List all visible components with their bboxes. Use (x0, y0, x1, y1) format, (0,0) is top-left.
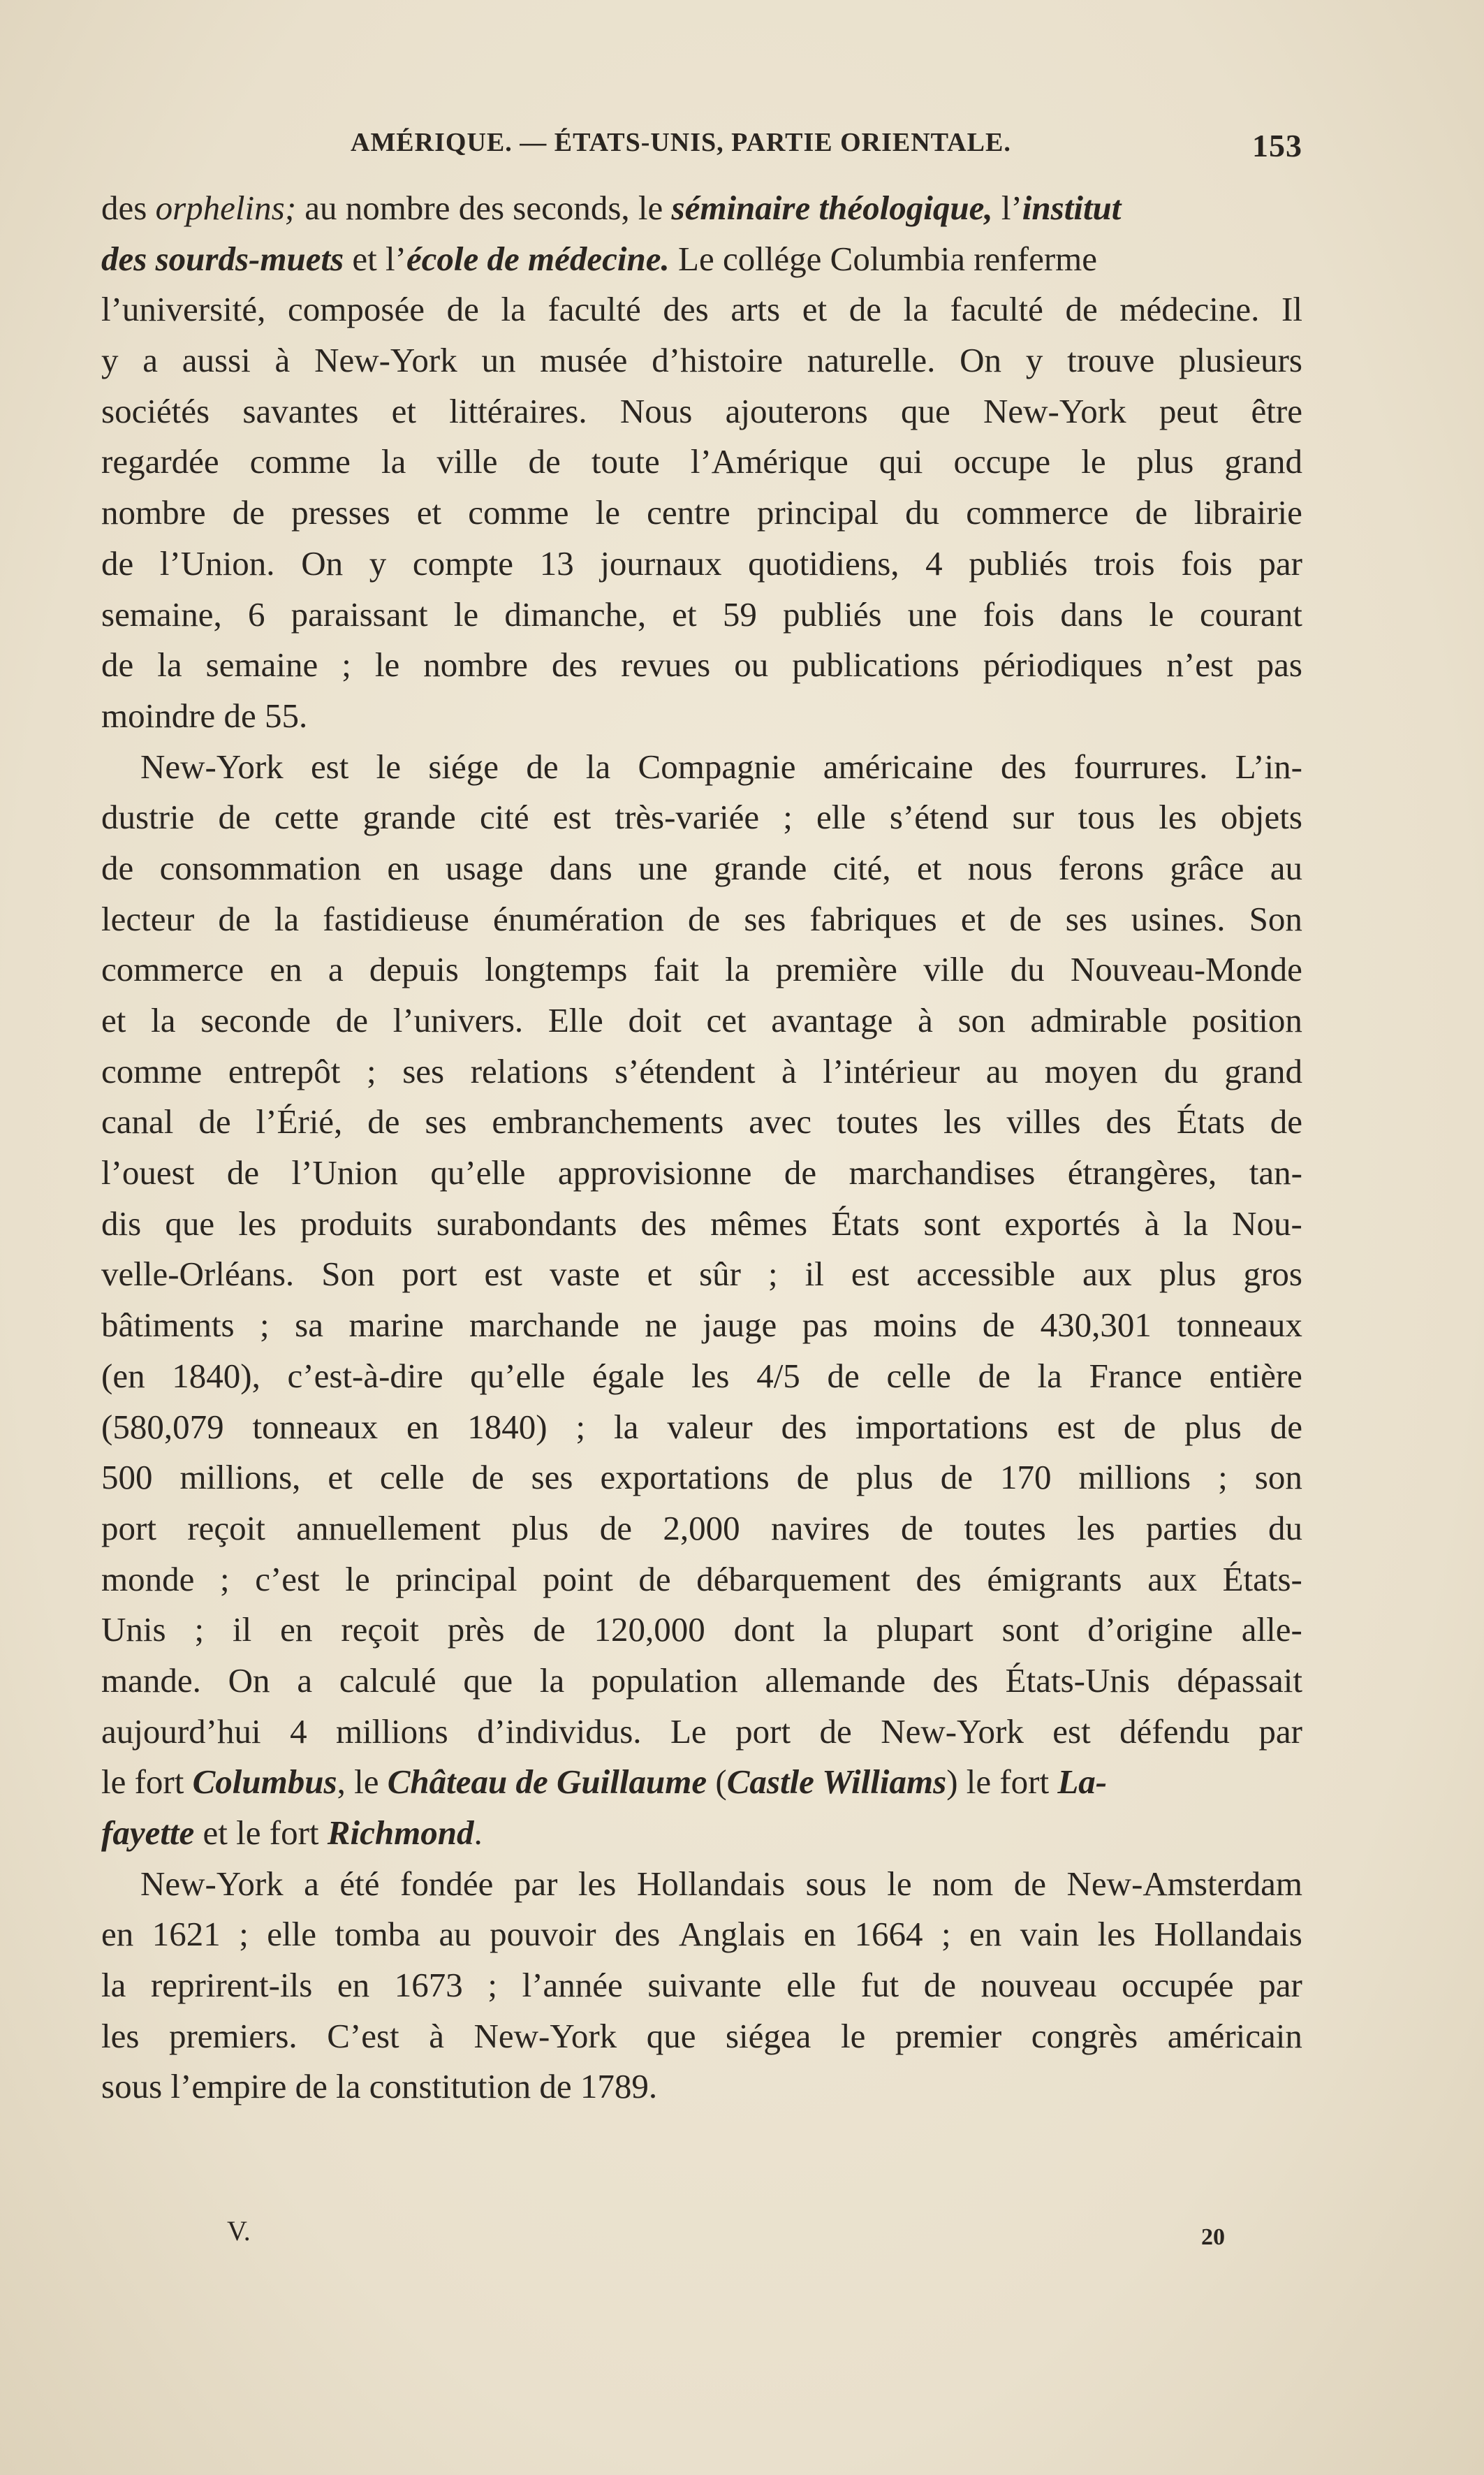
text-line: en 1621 ; elle tomba au pouvoir des Anglais en 1664 ; en vain les Hollandais (101, 1915, 1302, 1954)
page-body (101, 183, 1302, 2112)
text-line: Unis ; il en reçoit près de 120,000 dont la plupart sont d’origine alle- (101, 1610, 1302, 1649)
text-line: dis que les produits surabondants des mêmes États sont exportés à la Nou- (101, 1204, 1302, 1243)
running-title: AMÉRIQUE. — ÉTATS-UNIS, PARTIE ORIENTALE. (351, 128, 1011, 157)
text-line: et la seconde de l’univers. Elle doit cet avantage à son admirable position (101, 1001, 1302, 1039)
italic-run: séminaire théologique, (671, 189, 993, 227)
text-line: semaine, 6 paraissant le dimanche, et 59 publiés une fois dans le courant (101, 594, 1302, 634)
text-line: les premiers. C’est à New-York que siégea le premier congrès américain (101, 2016, 1302, 2055)
text-run: ) le fort (946, 1762, 1058, 1802)
text-line: commerce en a depuis longtemps fait la première ville du Nouveau-Monde (101, 950, 1302, 989)
italic-run: Château de Guillaume (387, 1762, 707, 1802)
text-line: canal de l’Érié, de ses embranchements avec toutes les villes des États de (101, 1102, 1302, 1141)
text-run: et le fort (194, 1813, 328, 1852)
text-run: au nombre des seconds, le (296, 189, 672, 227)
text-line: velle-Orléans. Son port est vaste et sûr ; il est accessible aux plus gros (101, 1255, 1302, 1294)
text-line: port reçoit annuellement plus de 2,000 navires de toutes les parties du (101, 1508, 1302, 1547)
text-line: dustrie de cette grande cité est très-variée ; elle s’étend sur tous les objets (101, 798, 1302, 837)
italic-run: Columbus (192, 1762, 337, 1802)
text-line (101, 1808, 1302, 1859)
text-line: l’ouest de l’Union qu’elle approvisionne de marchandises étrangères, tan- (101, 1153, 1302, 1192)
text-run: l’ (992, 189, 1022, 227)
italic-run: école de médecine. (406, 239, 670, 278)
italic-run: orphelins; (155, 189, 297, 227)
text-run: des (101, 189, 156, 227)
text-line: (en 1840), c’est-à-dire qu’elle égale les 4/5 de celle de la France entière (101, 1356, 1302, 1395)
text-line: comme entrepôt ; ses relations s’étendent à l’intérieur au moyen du grand (101, 1051, 1302, 1090)
text-line: mande. On a calculé que la population allemande des États-Unis dépassait (101, 1660, 1302, 1700)
text-line: sous l’empire de la constitution de 1789. (101, 2067, 658, 2106)
text-line: l’université, composée de la faculté des arts et de la faculté de médecine. Il (101, 290, 1302, 329)
text-line: 500 millions, et celle de ses exportations de plus de 170 millions ; son (101, 1458, 1302, 1497)
text-line: de l’Union. On y compte 13 journaux quotidiens, 4 publiés trois fois par (101, 543, 1302, 583)
text-line: (580,079 tonneaux en 1840) ; la valeur des importations est de plus de (101, 1407, 1302, 1446)
text-line: regardée comme la ville de toute l’Amérique qui occupe le plus grand (101, 442, 1302, 481)
text-line: monde ; c’est le principal point de débarquement des émigrants aux États- (101, 1559, 1302, 1598)
paragraph-first-line: New-York est le siége de la Compagnie américaine des fourrures. L’in- (140, 747, 1302, 786)
signature-mark: V. (227, 2215, 251, 2247)
text-line: de consommation en usage dans une grande cité, et nous ferons grâce au (101, 848, 1302, 887)
text-run: , le (337, 1762, 388, 1802)
text-line: sociétés savantes et littéraires. Nous ajouterons que New-York peut être (101, 391, 1302, 430)
text-line: lecteur de la fastidieuse énumération de ses fabriques et de ses usines. Son (101, 899, 1302, 938)
text-line (101, 234, 1302, 285)
text-line: la reprirent-ils en 1673 ; l’année suivante elle fut de nouveau occupée par (101, 1966, 1302, 2005)
text-line: y a aussi à New-York un musée d’histoire naturelle. On y trouve plusieurs (101, 341, 1302, 380)
text-line: de la semaine ; le nombre des revues ou publications périodiques n’est pas (101, 645, 1302, 685)
sheet-number: 20 (1201, 2224, 1225, 2250)
italic-run: des sourds-muets (101, 239, 344, 278)
text-run: . (473, 1813, 483, 1852)
text-line: bâtiments ; sa marine marchande ne jauge pas moins de 430,301 tonneaux (101, 1306, 1302, 1345)
text-line (101, 183, 1302, 234)
text-line: moindre de 55. (101, 696, 308, 735)
page-number: 153 (1252, 128, 1302, 163)
text-run: ( (707, 1762, 727, 1802)
italic-run: La- (1057, 1762, 1108, 1802)
paragraph-first-line: New-York a été fondée par les Hollandais sous le nom de New-Amsterdam (140, 1864, 1302, 1903)
text-run: le fort (101, 1762, 193, 1802)
italic-run: Castle Williams (726, 1762, 947, 1802)
text-run: Le collége Columbia renferme (669, 239, 1098, 278)
text-line (101, 1757, 1302, 1808)
text-line: aujourd’hui 4 millions d’individus. Le port de New-York est défendu par (101, 1711, 1302, 1751)
italic-run: Richmond (327, 1813, 474, 1852)
text-run: et l’ (344, 239, 406, 278)
text-line: nombre de presses et comme le centre principal du commerce de librairie (101, 493, 1302, 532)
italic-run: institut (1022, 189, 1122, 227)
italic-run: fayette (101, 1813, 195, 1852)
